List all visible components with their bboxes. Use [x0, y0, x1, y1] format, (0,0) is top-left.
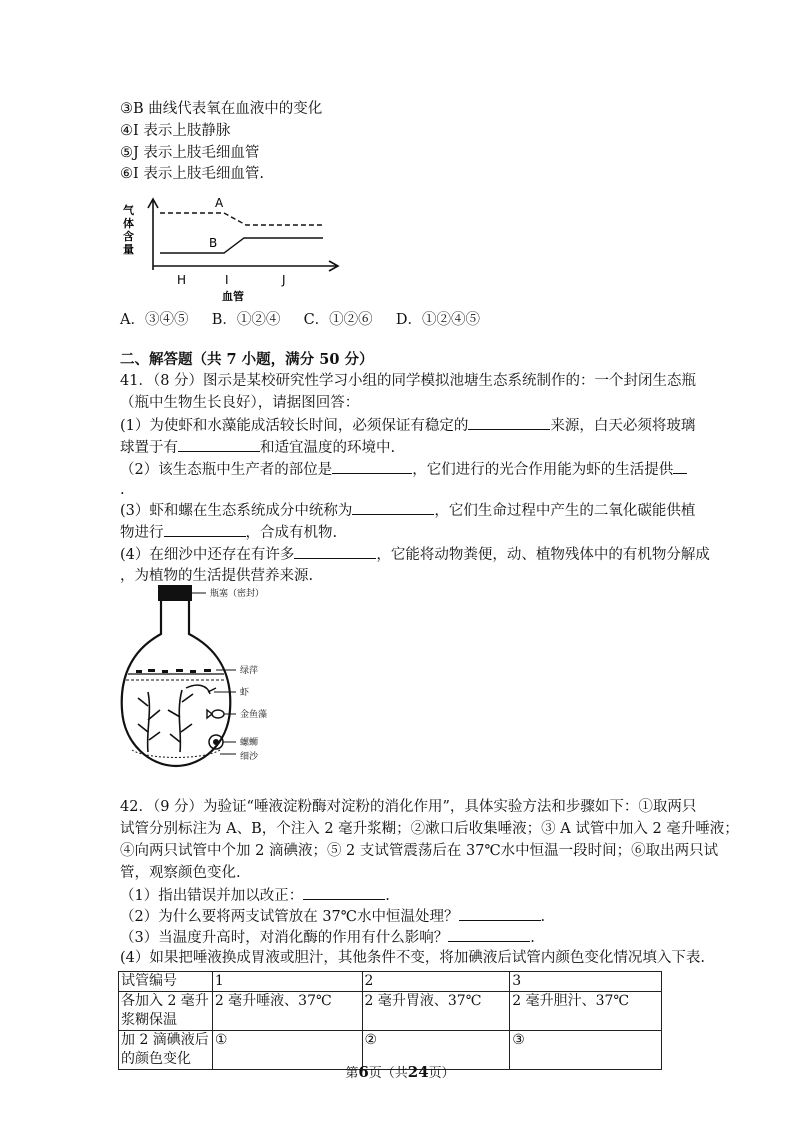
footer-total-pages: 24 [407, 1063, 429, 1081]
q41-line-2: （瓶中生物生长良好），请据图回答： [120, 395, 360, 411]
q41-3b-text-b: ，合成有机物. [245, 525, 338, 541]
q41-blank-7[interactable] [294, 544, 376, 559]
section-heading: 二、解答题（共 7 小题，满分 50 分） [120, 351, 374, 368]
table-row-paste [119, 992, 662, 1031]
q41-2-text-b: ，它们进行的光合作用能为虾的生活提供 [412, 462, 674, 478]
choice-c: C．①②⑥ [303, 312, 373, 328]
footer-text-3: 页） [428, 1066, 455, 1081]
table-cell: 2 毫升唾液、37℃ [212, 992, 362, 1031]
q42-line-2: 试管分别标注为 A、B，个注入 2 毫升浆糊；②漱口后收集唾液；③ A 试管中加入 2 毫升唾液； [120, 821, 739, 837]
bottle-cork [158, 585, 192, 601]
q41-4-text-a: (4）在细沙中还存在有许多 [120, 547, 295, 563]
q42-3-text: （3）当温度升高时，对消化酶的作用有什么影响？ [120, 930, 449, 946]
q41-blank-1[interactable] [468, 415, 550, 430]
q42-line-1: 42．（9 分）为验证“唾液淀粉酶对淀粉的消化作用”，具体实验方法和步骤如下：①取两只 [120, 799, 697, 815]
label-cork: 瓶塞（密封） [210, 589, 265, 599]
q41-4-text-b: ，它能将动物粪便，动、植物残体中的有机物分解成 [376, 547, 710, 563]
curve-a [160, 213, 323, 225]
x-axis-label: 血管 [222, 290, 244, 303]
q42-2-text: （2）为什么要将两支试管放在 37℃水中恒温处理？ [120, 909, 459, 925]
q42-sub-2: （2）为什么要将两支试管放在 37℃水中恒温处理？ . [120, 906, 545, 927]
x-tick-j: J [282, 273, 286, 287]
y-label-char-3: 含 [123, 230, 134, 243]
q41-1-text-b: 来源，白天必须将玻璃 [550, 418, 696, 434]
answer-choices [120, 310, 480, 330]
label-duckweed: 绿萍 [240, 666, 259, 676]
x-tick-h: H [177, 273, 187, 287]
footer-text-1: 第 [345, 1066, 359, 1081]
table-cell: 2 [362, 972, 510, 992]
q41-blank-5[interactable] [352, 500, 434, 515]
x-tick-i: I [225, 273, 229, 287]
q41-1b-text-b: 和适宜温度的环境中. [260, 440, 396, 456]
table-cell: 3 [510, 972, 662, 992]
table-cell: 加 2 滴碘液后的颜色变化 [119, 1031, 213, 1070]
q42-blank-2[interactable] [459, 906, 541, 921]
y-axis-label [123, 203, 135, 256]
q41-line-5 [120, 459, 687, 480]
q42-blank-3[interactable] [448, 927, 530, 942]
q42-blank-1[interactable] [303, 885, 385, 900]
q41-line-10: ，为植物的生活提供营养来源. [120, 568, 314, 584]
shrimp-drawing [186, 685, 216, 694]
goldfish-weed-drawing [138, 690, 193, 752]
table-cell: 1 [212, 972, 362, 992]
q41-blank-6[interactable] [164, 522, 246, 537]
y-label-char-2: 体 [123, 217, 134, 230]
option-6: ⑥I 表示上肢毛细血管. [120, 166, 264, 182]
y-label-char-1: 气 [123, 204, 134, 217]
q41-3-text-a: (3）虾和螺在生态系统成分中统称为 [120, 503, 353, 519]
q41-blank-3[interactable] [332, 459, 412, 474]
table-cell: 试管编号 [119, 972, 213, 992]
curve-b-label: B [209, 236, 218, 250]
duckweed-marks [136, 669, 211, 673]
table-cell: 2 毫升胃液、37℃ [362, 992, 510, 1031]
q42-line-4: 管，观察颜色变化. [120, 865, 241, 881]
curve-b [160, 238, 323, 253]
table-cell[interactable]: ② [362, 1031, 510, 1070]
fish-drawing [207, 710, 224, 718]
label-sand: 细沙 [240, 752, 259, 762]
q42-sub-4: (4）如果把唾液换成胃液或胆汁，其他条件不变，将加碘液后试管内颜色变化情况填入下表. [120, 950, 705, 966]
curve-a-label: A [215, 196, 224, 210]
q41-line-6: . [120, 482, 125, 498]
q41-line-3 [120, 415, 695, 436]
q42-1-text: （1）指出错误并加以改正： [120, 888, 304, 904]
table-cell[interactable]: ③ [510, 1031, 662, 1070]
q41-blank-4[interactable] [673, 459, 687, 474]
page-footer [0, 1062, 800, 1081]
q41-2-text-a: （2）该生态瓶中生产者的部位是 [120, 462, 333, 478]
ecobottle-figure [118, 582, 348, 772]
q42-sub-3: （3）当温度升高时，对消化酶的作用有什么影响？ . [120, 927, 535, 948]
q41-line-4 [120, 437, 395, 458]
option-3: ③B 曲线代表氧在血液中的变化 [120, 101, 323, 117]
option-5: ⑤J 表示上肢毛细血管 [120, 145, 260, 161]
q41-line-8 [120, 522, 337, 543]
q41-1-text-a: (1）为使虾和水藻能成活较长时间，必须保证有稳定的 [120, 418, 469, 434]
footer-page-number: 6 [358, 1063, 369, 1081]
label-shrimp: 虾 [240, 688, 250, 698]
q41-line-7 [120, 500, 695, 521]
table-cell[interactable]: ① [212, 1031, 362, 1070]
label-snail: 螺蛳 [240, 738, 259, 748]
q41-blank-2[interactable] [178, 437, 260, 452]
table-row-header [119, 972, 662, 992]
q42-sub-1: （1）指出错误并加以改正： . [120, 885, 390, 906]
choice-d: D．①②④⑤ [395, 312, 481, 328]
gas-content-graph [118, 190, 348, 306]
footer-text-2: 页（共 [368, 1066, 408, 1081]
label-goldfish-weed: 金鱼藻 [240, 710, 268, 720]
choice-b: B．①②④ [211, 312, 281, 328]
q42-line-3: ④向两只试管中个加 2 滴碘液；⑤ 2 支试管震荡后在 37℃水中恒温一段时间；⑥取出两只试 [120, 843, 719, 859]
experiment-table [118, 971, 662, 1070]
option-4: ④I 表示上肢静脉 [120, 123, 231, 139]
q41-3-text-b: ，它们生命过程中产生的二氧化碳能供植 [434, 503, 696, 519]
choice-a: A．③④⑤ [120, 312, 189, 328]
y-label-char-4: 量 [123, 243, 134, 256]
q41-line-1: 41．（8 分）图示是某校研究性学习小组的同学模拟池塘生态系统制作的：一个封闭生态瓶 [120, 373, 697, 389]
q41-1b-text-a: 球置于有 [120, 440, 178, 456]
q41-line-9 [120, 544, 710, 565]
table-cell: 2 毫升胆汁、37℃ [510, 992, 662, 1031]
q41-3b-text-a: 物进行 [120, 525, 164, 541]
table-cell: 各加入 2 毫升浆糊保温 [119, 992, 213, 1031]
